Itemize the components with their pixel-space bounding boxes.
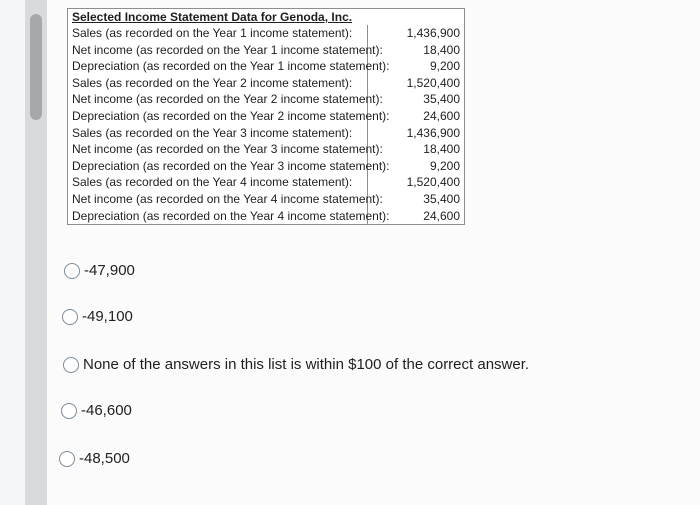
row-label: Sales (as recorded on the Year 2 income statement): [68, 75, 368, 92]
row-value: 1,436,900 [406, 26, 460, 40]
row-value: 35,400 [423, 191, 460, 206]
table-row [68, 25, 464, 42]
row-label: Net income (as recorded on the Year 4 income statement): [68, 191, 368, 208]
row-label: Net income (as recorded on the Year 1 income statement): [68, 42, 368, 59]
row-label: Net income (as recorded on the Year 3 income statement): [68, 141, 368, 158]
row-value: 18,400 [423, 142, 460, 157]
option-label[interactable]: None of the answers in this list is within $100 of the correct answer. [83, 356, 530, 373]
option-label[interactable]: -47,900 [84, 262, 135, 279]
row-value: 24,600 [423, 208, 460, 223]
answer-option-2[interactable] [62, 308, 133, 325]
radio-button[interactable] [62, 309, 78, 325]
table-row [68, 208, 464, 225]
answer-option-3[interactable] [63, 356, 529, 373]
row-value: 1,520,400 [406, 75, 460, 90]
radio-button[interactable] [64, 263, 80, 279]
row-value: 24,600 [423, 108, 460, 123]
row-value: 1,520,400 [406, 175, 460, 190]
scrollbar-thumb[interactable] [30, 14, 42, 120]
table-row [68, 174, 464, 191]
row-value: 1,436,900 [406, 125, 460, 140]
row-label: Depreciation (as recorded on the Year 1 income statement): [68, 58, 368, 75]
row-label: Depreciation (as recorded on the Year 2 income statement): [68, 108, 368, 125]
question-content [47, 0, 700, 505]
answer-option-1[interactable] [64, 262, 135, 279]
option-label[interactable]: -49,100 [82, 308, 133, 325]
option-label[interactable]: -46,600 [81, 402, 132, 419]
row-value: 9,200 [429, 158, 460, 173]
row-value: 18,400 [423, 42, 460, 57]
row-label: Depreciation (as recorded on the Year 4 income statement): [68, 208, 368, 225]
table-row [68, 75, 464, 92]
row-label: Net income (as recorded on the Year 2 income statement): [68, 91, 368, 108]
table-row [68, 141, 464, 158]
row-label: Sales (as recorded on the Year 1 income statement): [68, 25, 368, 42]
answer-option-4[interactable] [61, 402, 132, 419]
table-row [68, 108, 464, 125]
table-row [68, 91, 464, 108]
row-label: Sales (as recorded on the Year 3 income statement): [68, 125, 368, 142]
table-row [68, 125, 464, 142]
table-row [68, 191, 464, 208]
answer-option-5[interactable] [59, 450, 130, 467]
radio-button[interactable] [63, 357, 79, 373]
row-label: Sales (as recorded on the Year 4 income statement): [68, 174, 368, 191]
income-statement-table [67, 8, 465, 225]
radio-button[interactable] [61, 403, 77, 419]
table-title: Selected Income Statement Data for Genoda, Inc. [72, 10, 353, 24]
table-row [68, 42, 464, 59]
option-label[interactable]: -48,500 [79, 450, 130, 467]
table-row [68, 58, 464, 75]
row-value: 9,200 [429, 59, 460, 74]
row-label: Depreciation (as recorded on the Year 3 income statement): [68, 158, 368, 175]
radio-button[interactable] [59, 451, 75, 467]
table-row [68, 158, 464, 175]
row-value: 35,400 [423, 92, 460, 107]
